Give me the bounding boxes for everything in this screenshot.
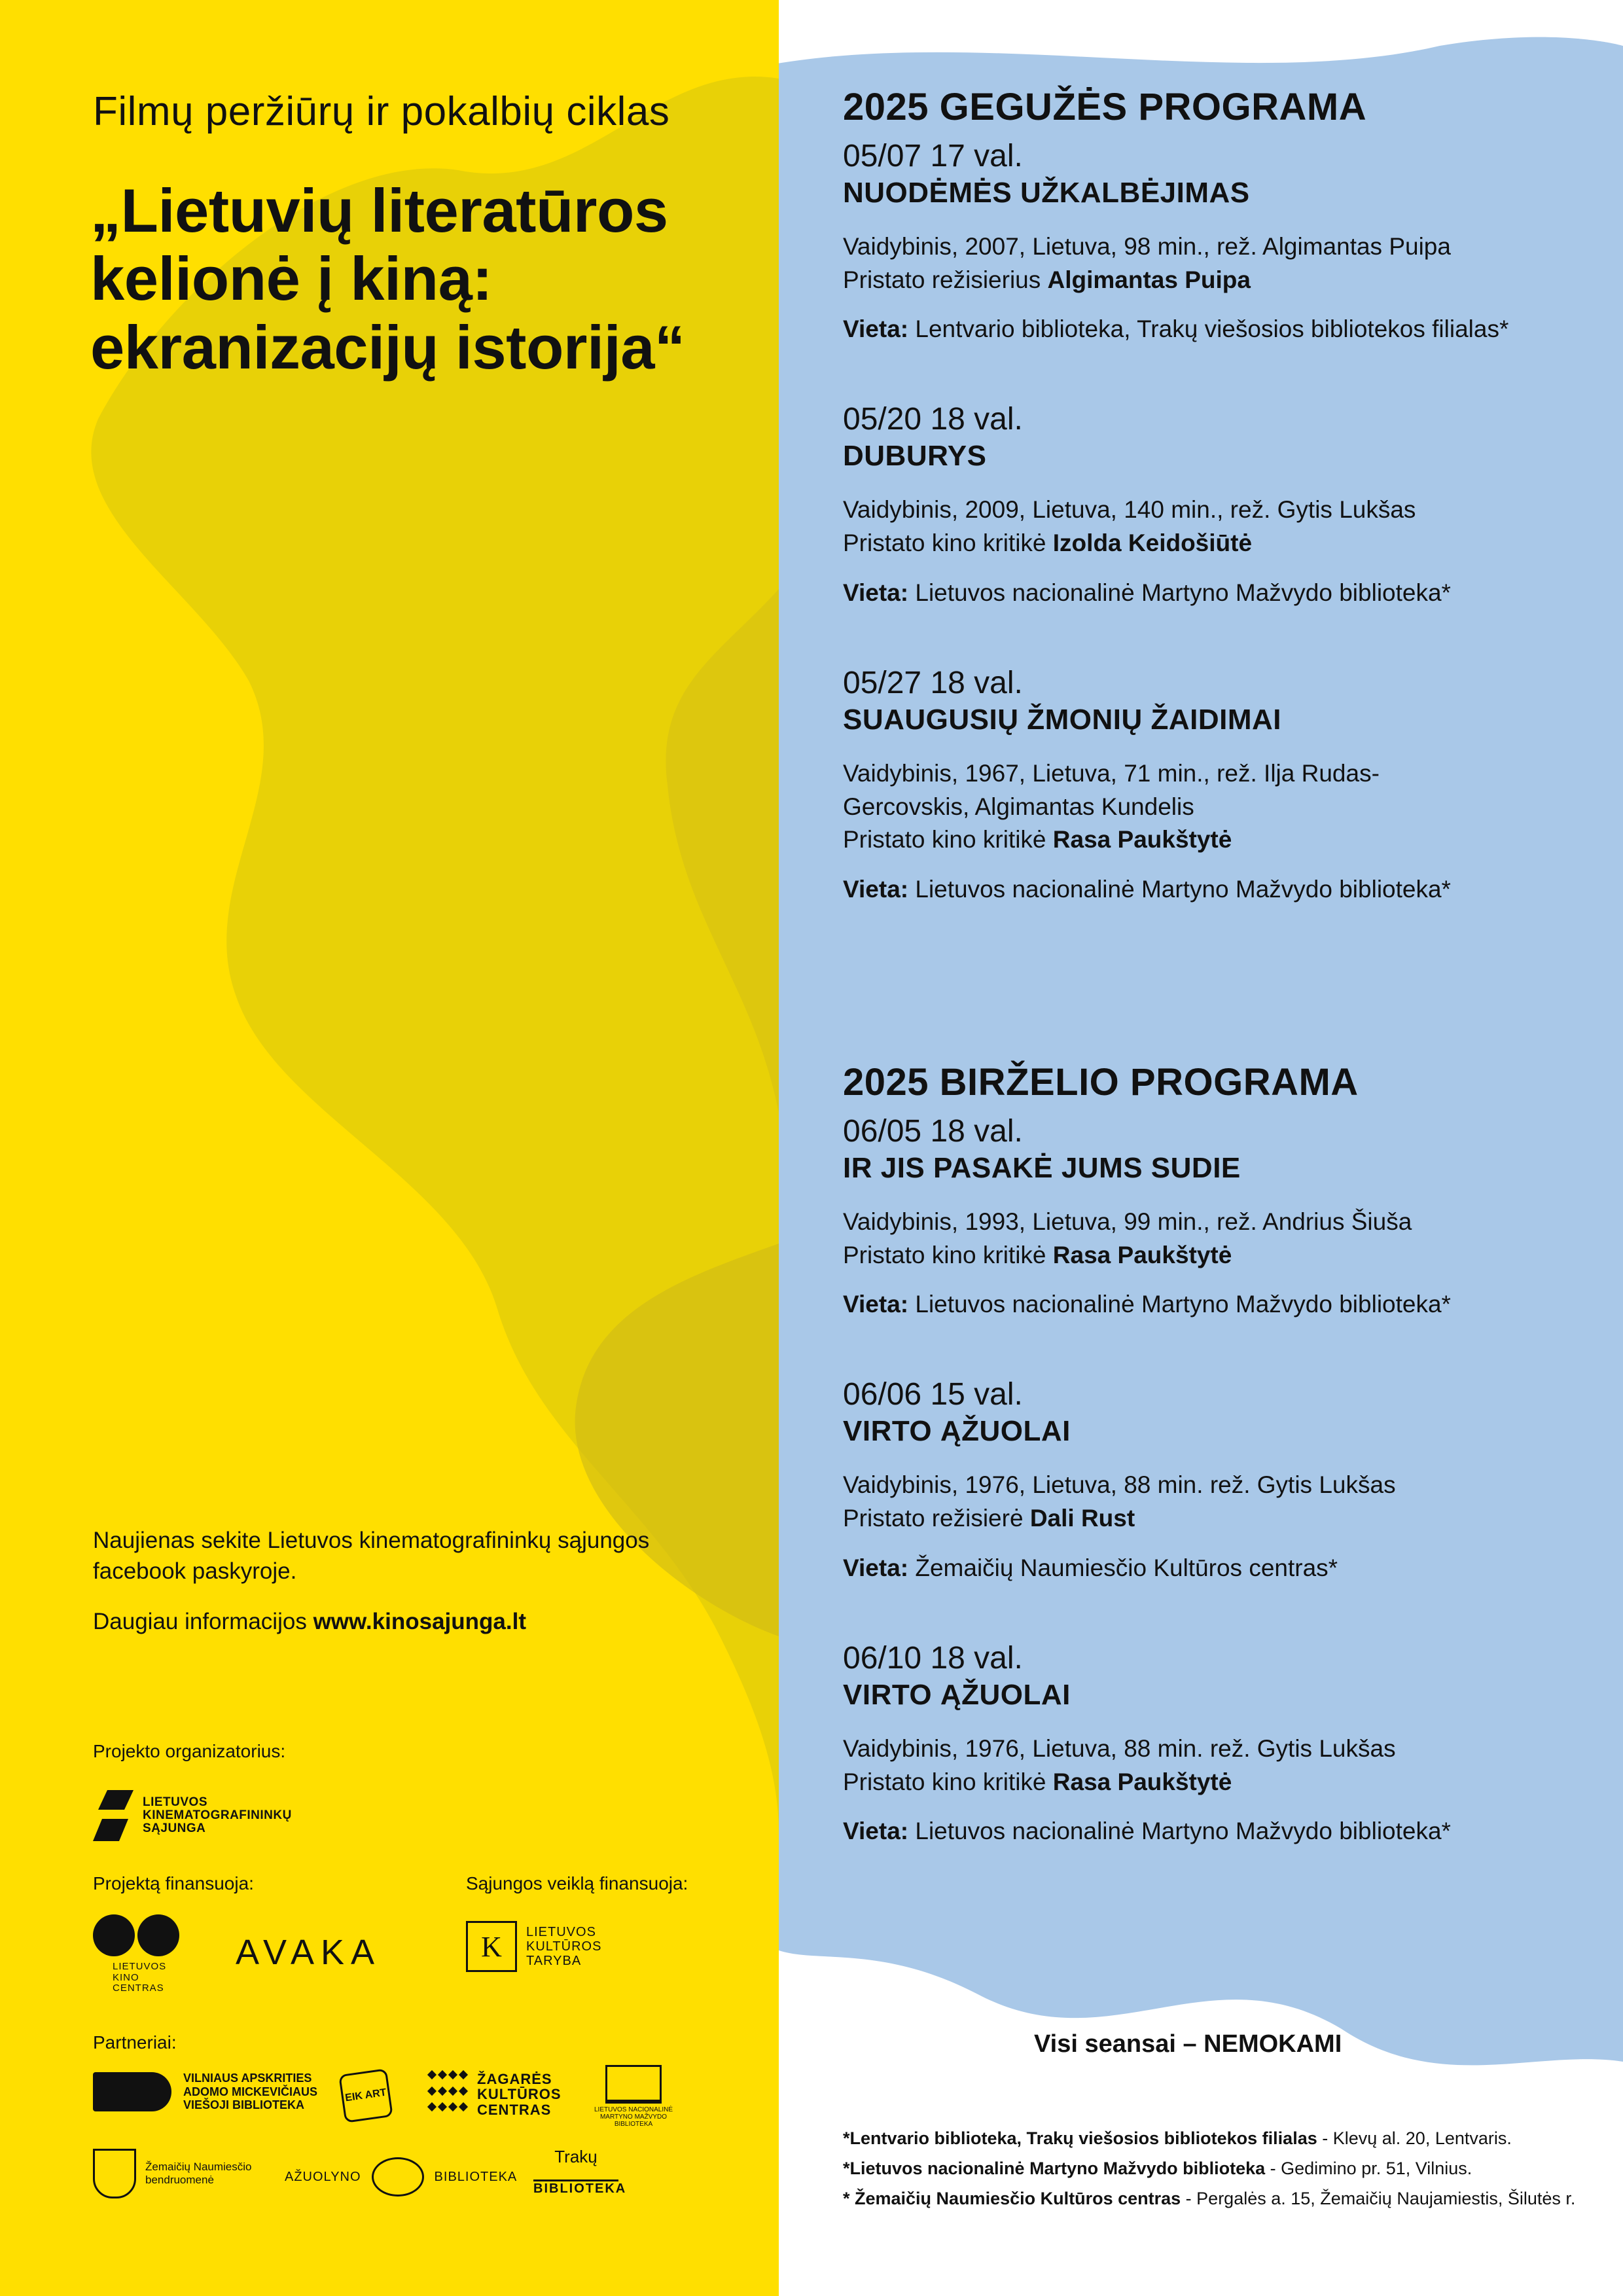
lks-text: SĄJUNGA: [143, 1821, 206, 1835]
event-date: 05/07 17 val.: [843, 139, 1023, 173]
vaa-text: ADOMO MICKEVIČIAUS: [183, 2085, 318, 2098]
azuolyno-text: AŽUOLYNO: [285, 2169, 361, 2184]
union-funded-label: Sąjungos veiklą finansuoja:: [466, 1873, 688, 1893]
event-film-info: Vaidybinis, 2009, Lietuva, 140 min., rež. Gytis Lukšas: [843, 496, 1416, 524]
castle-icon: Trakų: [533, 2147, 618, 2181]
zagare-logo: [429, 2072, 562, 2117]
event-card: [843, 401, 1596, 608]
program-heading: 2025 GEGUŽĖS PROGRAMA: [843, 86, 1367, 128]
lnb-logo: [588, 2065, 679, 2128]
zagare-text: ŽAGARĖS: [477, 2071, 552, 2088]
event-description: [843, 1732, 1596, 1799]
lks-text: LIETUVOS: [143, 1795, 208, 1810]
traku-library-logo: [533, 2147, 626, 2197]
presenter-name: Algimantas Puipa: [1047, 266, 1251, 293]
event-film-info: Vaidybinis, 1993, Lietuva, 99 min., rež. Andrius Šiuša: [843, 1208, 1412, 1235]
eik-art-logo: EIK ART: [338, 2068, 393, 2123]
event-date: 06/05 18 val.: [843, 1114, 1023, 1149]
lkt-text: TARYBA: [526, 1954, 582, 1968]
event-title: VIRTO ĄŽUOLAI: [843, 1415, 1071, 1448]
vaa-text: VILNIAUS APSKRITIES: [183, 2072, 312, 2085]
azuolyno-text: BIBLIOTEKA: [434, 2169, 518, 2184]
event-film-info: Vaidybinis, 1976, Lietuva, 88 min. rež. Gytis Lukšas: [843, 1734, 1396, 1762]
presenter-prefix: Pristato kino kritikė: [843, 826, 1053, 853]
program-june: [843, 1060, 1596, 1847]
event-venue: [843, 314, 1596, 345]
event-presenter: [843, 1766, 1596, 1799]
event-film-info: Vaidybinis, 1976, Lietuva, 88 min. rež. Gytis Lukšas: [843, 1471, 1396, 1499]
venue-label: Vieta:: [843, 1818, 909, 1845]
lkc-text: LIETUVOS: [113, 1961, 167, 1972]
event-card: [843, 1113, 1596, 1320]
lkt-text: KULTŪROS: [526, 1939, 602, 1954]
venue-name: Lietuvos nacionalinė Martyno Mažvydo biblioteka*: [908, 1291, 1451, 1318]
lks-mark-icon: [93, 1790, 134, 1841]
event-description: [843, 493, 1596, 560]
venue-name: Lietuvos nacionalinė Martyno Mažvydo biblioteka*: [908, 1818, 1451, 1845]
azuolyno-library-logo: [285, 2157, 517, 2197]
event-presenter: [843, 264, 1596, 297]
lkt-text: LIETUVOS: [526, 1925, 596, 1939]
event-date: 05/27 18 val.: [843, 665, 1023, 700]
venue-label: Vieta:: [843, 315, 909, 343]
more-info: [93, 1609, 526, 1635]
event-date: 06/06 15 val.: [843, 1377, 1023, 1412]
vaa-mark-icon: [93, 2072, 171, 2111]
azuolyno-mark-icon: [372, 2157, 424, 2197]
event-description: [843, 757, 1445, 857]
venue-name: Žemaičių Naumiesčio Kultūros centras*: [908, 1554, 1338, 1581]
venue-label: Vieta:: [843, 1554, 909, 1581]
event-venue: [843, 874, 1596, 905]
event-card: [843, 1640, 1596, 1847]
event-title: VIRTO ĄŽUOLAI: [843, 1678, 1071, 1711]
event-presenter: [843, 823, 1445, 857]
lkc-circles-icon: [93, 1914, 179, 1956]
footnote-address: - Gedimino pr. 51, Vilnius.: [1265, 2158, 1472, 2178]
lkt-logo: [466, 1921, 601, 1972]
zn-community-logo: [93, 2149, 252, 2198]
presenter-name: Rasa Paukštytė: [1052, 1768, 1232, 1795]
lkc-text: CENTRAS: [113, 1982, 164, 1994]
footnote-venue: *Lietuvos nacionalinė Martyno Mažvydo biblioteka: [843, 2158, 1266, 2178]
lkc-text: KINO: [113, 1971, 139, 1983]
venue-label: Vieta:: [843, 876, 909, 903]
presenter-name: Izolda Keidošiūtė: [1052, 529, 1253, 557]
zagare-text: KULTŪROS: [477, 2086, 562, 2103]
event-date: 06/10 18 val.: [843, 1640, 1023, 1676]
presenter-prefix: Pristato kino kritikė: [843, 1241, 1053, 1268]
event-description: [843, 230, 1596, 296]
footnote: [843, 2154, 1609, 2184]
footnote-address: - Pergalės a. 15, Žemaičių Naujamiestis, Šilutės r.: [1181, 2188, 1576, 2208]
title-line: ekranizacijų istorija“: [90, 312, 685, 382]
funded-label: Projektą finansuoja:: [93, 1873, 254, 1893]
traku-text: BIBLIOTEKA: [533, 2181, 627, 2196]
program-heading: 2025 BIRŽELIO PROGRAMA: [843, 1061, 1359, 1103]
footnote-venue: *Lentvario biblioteka, Trakų viešosios bibliotekos filialas: [843, 2128, 1317, 2148]
news-text: Naujienas sekite Lietuvos kinematografininkų sąjungos facebook paskyroje.: [93, 1528, 650, 1585]
event-venue: [843, 1289, 1596, 1320]
event-film-info: Vaidybinis, 2007, Lietuva, 98 min., rež. Algimantas Puipa: [843, 233, 1451, 260]
venue-name: Lentvario biblioteka, Trakų viešosios bibliotekos filialas*: [908, 315, 1509, 343]
venue-footnotes: [843, 2124, 1609, 2214]
lnb-text: LIETUVOS NACIONALINĖ MARTYNO MAŽVYDO BIBLIOTEKA: [594, 2106, 673, 2128]
lkt-box-icon: K: [466, 1921, 517, 1972]
event-description: [843, 1206, 1596, 1272]
event-venue: [843, 1816, 1596, 1847]
lkc-logo: [93, 1914, 179, 1994]
lks-logo: [93, 1790, 292, 1841]
zagare-text: CENTRAS: [477, 2101, 552, 2118]
title-line: „Lietuvių literatūros: [90, 176, 668, 245]
venue-label: Vieta:: [843, 579, 909, 606]
venue-name: Lietuvos nacionalinė Martyno Mažvydo biblioteka*: [908, 579, 1451, 606]
presenter-prefix: Pristato kino kritikė: [843, 1768, 1053, 1795]
event-date: 05/20 18 val.: [843, 402, 1023, 437]
event-title: SUAUGUSIŲ ŽMONIŲ ŽAIDIMAI: [843, 703, 1282, 736]
event-title: NUODĖMĖS UŽKALBĖJIMAS: [843, 177, 1250, 209]
event-card: [843, 1376, 1596, 1583]
event-venue: [843, 1552, 1596, 1584]
more-info-prefix: Daugiau informacijos: [93, 1609, 313, 1634]
avaka-logo: AVAKA: [236, 1933, 382, 1972]
website-link[interactable]: www.kinosajunga.lt: [313, 1609, 526, 1634]
event-presenter: [843, 1239, 1596, 1272]
program-may: [843, 85, 1596, 905]
zn-text: Žemaičių Naumiesčio: [145, 2161, 252, 2174]
page-title: [90, 177, 758, 382]
venue-label: Vieta:: [843, 1291, 909, 1318]
presenter-name: Rasa Paukštytė: [1052, 826, 1232, 853]
event-presenter: [843, 527, 1596, 560]
event-card: [843, 665, 1596, 905]
zn-text: bendruomenė: [145, 2174, 214, 2186]
series-label: Filmų peržiūrų ir pokalbių ciklas: [93, 89, 670, 134]
event-venue: [843, 577, 1596, 609]
footnote: [843, 2124, 1609, 2154]
partners-label: Partneriai:: [93, 2032, 177, 2053]
event-title: IR JIS PASAKĖ JUMS SUDIE: [843, 1152, 1241, 1184]
presenter-prefix: Pristato režisierius: [843, 266, 1048, 293]
zagare-diamonds-icon: [429, 2072, 468, 2117]
event-title: DUBURYS: [843, 440, 987, 473]
presenter-prefix: Pristato kino kritikė: [843, 529, 1053, 557]
footnote-address: - Klevų al. 20, Lentvaris.: [1317, 2128, 1512, 2148]
footnote-venue: * Žemaičių Naumiesčio Kultūros centras: [843, 2188, 1181, 2208]
vaa-library-logo: [93, 2072, 317, 2112]
event-film-info: Vaidybinis, 1967, Lietuva, 71 min., rež. Ilja Rudas-Gercovskis, Algimantas Kundelis: [843, 759, 1380, 820]
organizer-label: Projekto organizatorius:: [93, 1741, 286, 1761]
event-card: [843, 138, 1596, 345]
vaa-text: VIEŠOJI BIBLIOTEKA: [183, 2098, 305, 2112]
event-description: [843, 1469, 1596, 1535]
title-line: kelionė į kiną:: [90, 244, 493, 314]
venue-name: Lietuvos nacionalinė Martyno Mažvydo biblioteka*: [908, 876, 1451, 903]
event-presenter: [843, 1502, 1596, 1535]
presenter-name: Dali Rust: [1029, 1505, 1135, 1532]
free-entry-note: Visi seansai – NEMOKAMI: [1034, 2030, 1342, 2058]
lks-text: KINEMATOGRAFININKŲ: [143, 1808, 292, 1823]
presenter-prefix: Pristato režisierė: [843, 1505, 1030, 1532]
lnb-building-icon: [605, 2065, 662, 2104]
footnote: [843, 2184, 1609, 2214]
coat-of-arms-icon: [93, 2149, 136, 2198]
presenter-name: Rasa Paukštytė: [1052, 1241, 1232, 1268]
